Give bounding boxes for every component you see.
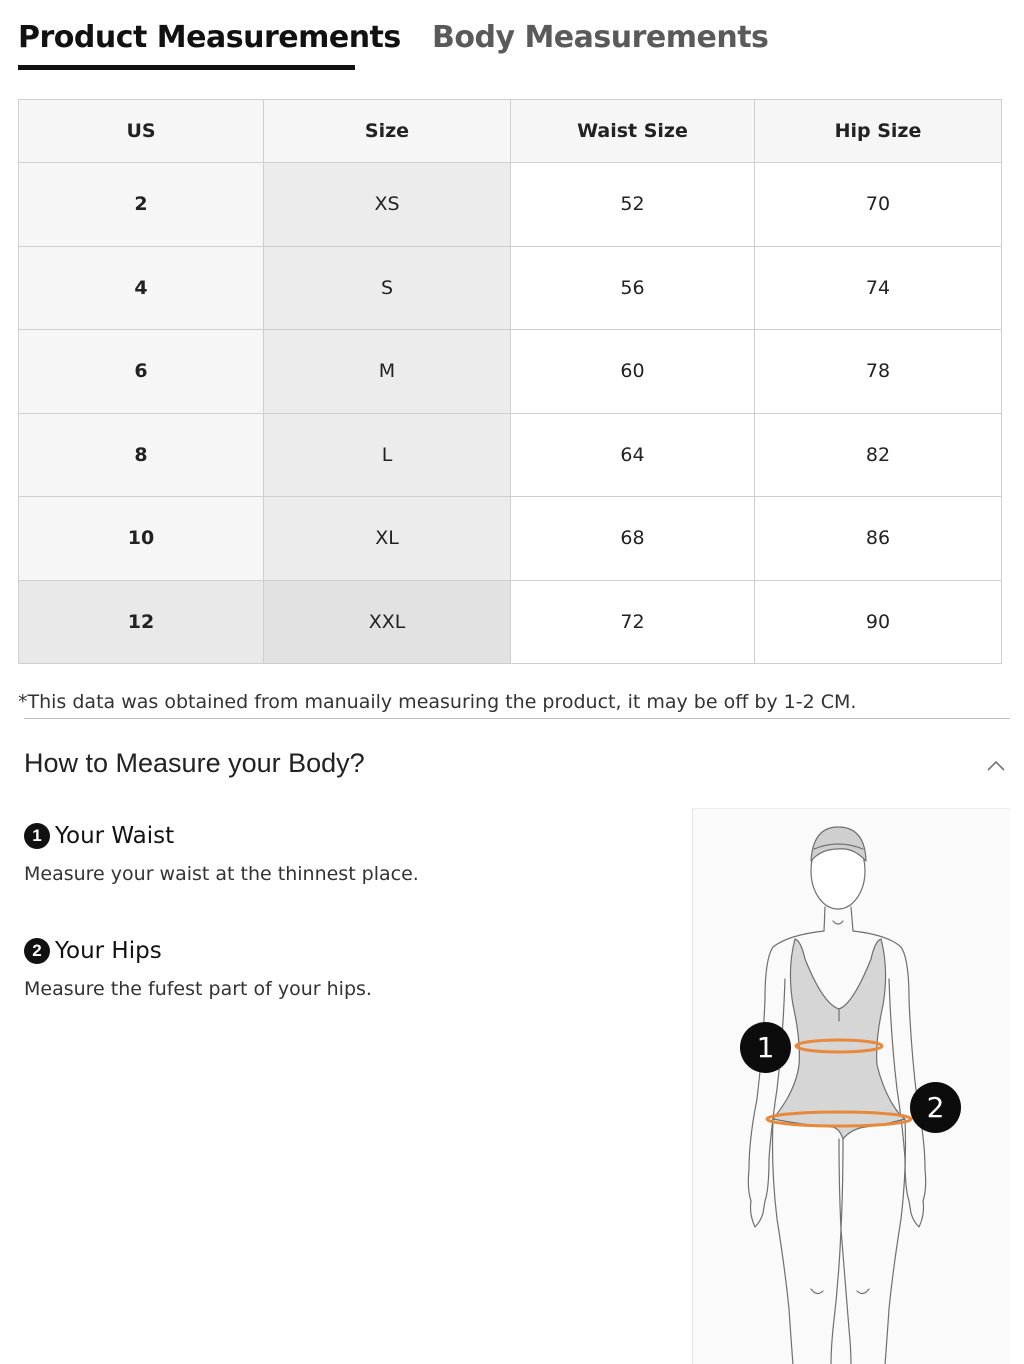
header-waist-size: Waist Size <box>511 100 755 163</box>
table-row <box>19 497 1002 581</box>
howto-title: How to Measure your Body? <box>24 748 365 778</box>
active-tab-underline <box>18 65 355 70</box>
cell-us: 8 <box>19 413 264 497</box>
number-two-icon: 2 <box>24 938 50 964</box>
size-table <box>18 99 1002 664</box>
cell-size: XXL <box>264 580 511 664</box>
body-illustration <box>692 808 1010 1364</box>
cell-waist: 72 <box>511 580 755 664</box>
waist-description: Measure your waist at the thinnest place. <box>24 863 419 885</box>
cell-us: 2 <box>19 163 264 247</box>
chevron-up-icon[interactable] <box>984 757 1008 775</box>
cell-waist: 60 <box>511 330 755 414</box>
table-row <box>19 246 1002 330</box>
number-one-icon: 1 <box>24 823 50 849</box>
cell-size: M <box>264 330 511 414</box>
cell-size: L <box>264 413 511 497</box>
header-size: Size <box>264 100 511 163</box>
body-figure <box>693 809 1011 1364</box>
cell-hip: 74 <box>755 246 1002 330</box>
table-row <box>19 330 1002 414</box>
tab-product-measurements[interactable]: Product Measurements <box>18 20 401 55</box>
tab-body-measurements[interactable]: Body Measurements <box>432 20 769 55</box>
waist-marker: 1 <box>740 1022 791 1073</box>
cell-us: 10 <box>19 497 264 581</box>
table-row <box>19 413 1002 497</box>
section-divider <box>24 718 1010 719</box>
waist-heading <box>24 823 174 849</box>
cell-hip: 90 <box>755 580 1002 664</box>
cell-waist: 56 <box>511 246 755 330</box>
cell-us: 4 <box>19 246 264 330</box>
cell-hip: 70 <box>755 163 1002 247</box>
cell-waist: 52 <box>511 163 755 247</box>
cell-hip: 82 <box>755 413 1002 497</box>
table-row <box>19 163 1002 247</box>
cell-size: S <box>264 246 511 330</box>
cell-us: 6 <box>19 330 264 414</box>
hips-heading <box>24 938 162 964</box>
cell-hip: 86 <box>755 497 1002 581</box>
hips-heading-label: Your Hips <box>55 938 162 964</box>
hips-description: Measure the fufest part of your hips. <box>24 978 372 1000</box>
measurement-tabs <box>18 20 1008 72</box>
hips-marker: 2 <box>910 1082 961 1133</box>
header-hip-size: Hip Size <box>755 100 1002 163</box>
header-us: US <box>19 100 264 163</box>
cell-size: XL <box>264 497 511 581</box>
cell-us: 12 <box>19 580 264 664</box>
cell-waist: 64 <box>511 413 755 497</box>
cell-size: XS <box>264 163 511 247</box>
table-row <box>19 580 1002 664</box>
cell-waist: 68 <box>511 497 755 581</box>
table-header-row <box>19 100 1002 163</box>
cell-hip: 78 <box>755 330 1002 414</box>
waist-heading-label: Your Waist <box>55 823 175 849</box>
measurement-note: *This data was obtained from manuaily measuring the product, it may be off by 1-2 CM. <box>18 691 857 713</box>
